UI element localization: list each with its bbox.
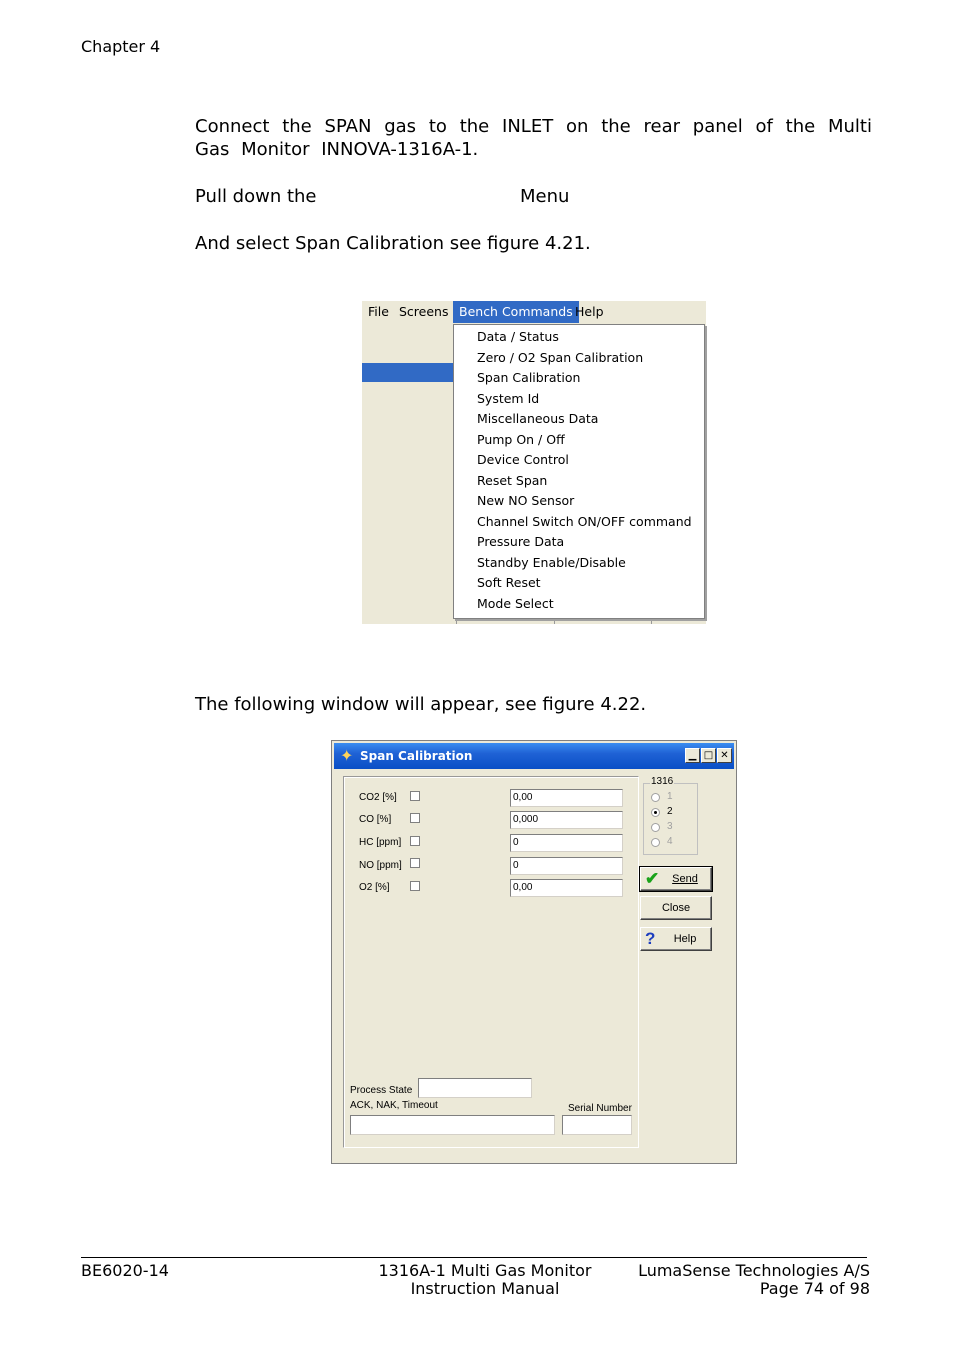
gas-label-hc: HC [ppm]	[359, 837, 402, 848]
gas-value-co[interactable]: 0,000	[510, 811, 623, 829]
ack-nak-timeout-field[interactable]	[350, 1115, 555, 1135]
menu-item-zero-o2-span-calibration[interactable]: Zero / O2 Span Calibration	[477, 349, 644, 365]
menu-help[interactable]: Help	[575, 304, 604, 319]
menu-item-pressure-data[interactable]: Pressure Data	[477, 534, 565, 549]
gas-label-no: NO [ppm]	[359, 860, 402, 871]
footer-doc-code: BE6020-14	[81, 1261, 169, 1280]
gas-value-no[interactable]: 0	[510, 857, 623, 875]
menu-item-miscellaneous-data[interactable]: Miscellaneous Data	[477, 411, 599, 426]
footer-company: LumaSense Technologies A/S	[638, 1261, 870, 1280]
channel-group-label: 1316	[651, 776, 674, 787]
channel-label-4: 4	[667, 836, 673, 847]
menu-item-new-no-sensor[interactable]: New NO Sensor	[477, 493, 575, 508]
app-icon: ✦	[340, 746, 354, 765]
channel-radio-2[interactable]	[651, 808, 660, 817]
menu-item-span-calibration[interactable]: Span Calibration	[477, 370, 581, 385]
highlighted-row	[362, 363, 454, 382]
select-span-text: And select Span Calibration see figure 4.21.	[195, 233, 591, 254]
gas-value-o2[interactable]: 0,00	[510, 879, 623, 897]
title-bar[interactable]	[334, 743, 734, 769]
checkmark-icon: ✔	[645, 869, 660, 888]
channel-label-3: 3	[667, 821, 673, 832]
channel-label-1: 1	[667, 791, 673, 802]
footer-page-number: Page 74 of 98	[759, 1279, 870, 1298]
gas-checkbox-co2[interactable]	[410, 791, 420, 801]
bench-commands-dropdown	[453, 324, 705, 619]
serial-number-label: Serial Number	[568, 1103, 632, 1114]
minimize-icon[interactable]: ▁	[685, 748, 700, 763]
gas-checkbox-co[interactable]	[410, 813, 420, 823]
menu-item-system-id[interactable]: System Id	[477, 390, 540, 406]
close-button[interactable]	[640, 896, 712, 920]
close-button-label: Close	[661, 902, 691, 914]
menubar	[362, 301, 706, 323]
menu-item-soft-reset[interactable]: Soft Reset	[477, 575, 541, 590]
menu-file[interactable]: File	[368, 304, 389, 319]
gas-checkbox-hc[interactable]	[410, 836, 420, 846]
gas-values-panel	[343, 776, 639, 1148]
gas-value-hc[interactable]: 0	[510, 834, 623, 852]
menu-item-device-control[interactable]: Device Control	[477, 452, 569, 467]
gas-value-co2[interactable]: 0,00	[510, 789, 623, 807]
window-appear-text: The following window will appear, see figure 4.22.	[195, 694, 647, 715]
footer-rule	[81, 1257, 867, 1258]
gas-checkbox-no[interactable]	[410, 858, 420, 868]
send-button-label: Send	[672, 873, 698, 885]
menu-screens[interactable]: Screens	[399, 304, 449, 319]
channel-label-2: 2	[667, 806, 673, 817]
span-calibration-dialog	[331, 740, 737, 1164]
serial-number-field[interactable]	[562, 1115, 632, 1135]
menu-item-channel-switch[interactable]: Channel Switch ON/OFF command	[477, 513, 692, 529]
maximize-icon[interactable]: □	[701, 748, 716, 763]
help-button[interactable]	[640, 927, 712, 951]
channel-radio-3[interactable]	[651, 823, 660, 832]
question-mark-icon: ?	[645, 929, 656, 948]
menu-bench-commands[interactable]: Bench Commands	[453, 301, 579, 323]
gas-checkbox-o2[interactable]	[410, 881, 420, 891]
menu-item-mode-select[interactable]: Mode Select	[477, 595, 554, 611]
dialog-title: Span Calibration	[360, 749, 473, 763]
gas-label-co: CO [%]	[359, 814, 392, 825]
bench-commands-menu-screenshot	[362, 301, 706, 624]
send-button[interactable]	[640, 867, 712, 891]
process-state-label: Process State	[350, 1085, 413, 1096]
menu-item-pump-on-off[interactable]: Pump On / Off	[477, 431, 565, 447]
menu-item-reset-span[interactable]: Reset Span	[477, 472, 548, 488]
gas-label-o2: O2 [%]	[359, 882, 390, 893]
menu-word: Menu	[520, 186, 570, 207]
channel-radio-1[interactable]	[651, 793, 660, 802]
ack-nak-timeout-label: ACK, NAK, Timeout	[350, 1100, 438, 1111]
close-icon[interactable]: ✕	[717, 748, 732, 763]
pull-down-text: Pull down the	[195, 186, 317, 207]
help-button-label: Help	[673, 933, 697, 945]
menu-item-standby-enable-disable[interactable]: Standby Enable/Disable	[477, 554, 626, 570]
paragraph-connect-span-gas: Connect the SPAN gas to the INLET on the rear panel of the Multi Gas Monitor INNOVA-1316A-1.	[195, 116, 872, 160]
footer-product: 1316A-1 Multi Gas Monitor	[378, 1261, 592, 1280]
footer-manual: Instruction Manual	[410, 1279, 560, 1298]
gas-label-co2: CO2 [%]	[359, 792, 397, 803]
channel-radio-4[interactable]	[651, 838, 660, 847]
process-state-field[interactable]	[418, 1078, 532, 1098]
chapter-header: Chapter 4	[81, 37, 161, 56]
menu-item-data-status[interactable]: Data / Status	[477, 329, 559, 344]
